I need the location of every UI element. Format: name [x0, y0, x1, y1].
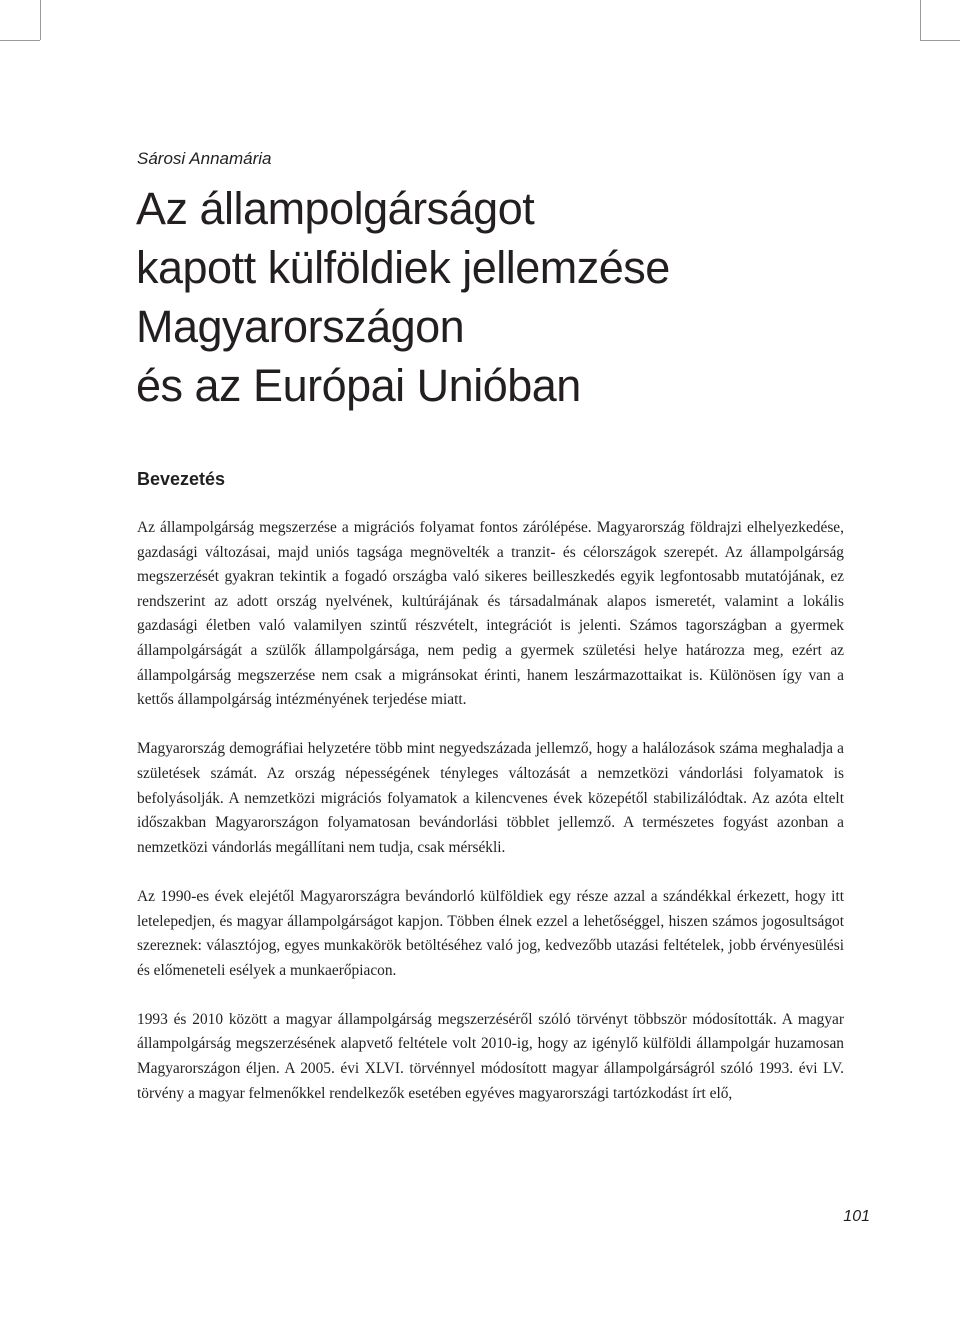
paragraph: Az 1990-es évek elejétől Magyarországra bevándorló külföldiek egy része azzal a szándékkal érkezett, hogy itt letelepedjen, és magyar állampolgárságot kapjon. Többen élnek ezzel a lehetőséggel, hiszen számos jogosultságot szereznek: választójog, egyes munkakörök betöltéséhez való jog, kedvezőbb utazási feltételek, jobb érvényesülési és előmeneteli esélyek a munkaerőpiacon.: [137, 887, 844, 979]
author-name: Sárosi Annamária: [137, 149, 272, 168]
crop-mark-top-right-vertical: [920, 0, 921, 40]
crop-mark-top-right-horizontal: [920, 40, 960, 41]
page-number: 101: [843, 1208, 870, 1225]
crop-mark-top-left-vertical: [40, 0, 41, 40]
section-heading: Bevezetés: [137, 469, 226, 489]
article-title: [136, 179, 896, 415]
body-text: [137, 516, 844, 1106]
title-line: Az állampolgárságot: [136, 183, 535, 234]
title-line: Magyarországon: [136, 301, 465, 352]
title-line: kapott külföldiek jellemzése: [136, 242, 670, 293]
paragraph: Magyarország demográfiai helyzetére több mint negyedszázada jellemző, hogy a halálozások száma meghaladja a születések számát. Az ország népességének tényleges változását a nemzetközi vándorlási folyamatok is befolyásolják. A nemzetközi migrációs folyamatok a kilencvenes évek közepétől stabilizálódtak. Az azóta eltelt időszakban Magyarországon folyamatosan bevándorlási többlet jellemző. A természetes fogyást azonban a nemzetközi vándorlás megállítani nem tudja, csak mérsékli.: [137, 740, 844, 856]
crop-mark-top-left-horizontal: [0, 40, 40, 41]
paragraph: 1993 és 2010 között a magyar állampolgárság megszerzéséről szóló törvényt többször módosították. A magyar állampolgárság megszerzésének alapvető feltétele volt 2010-ig, hogy az igénylő külföldi állampolgár huzamosan Magyarországon éljen. A 2005. évi XLVI. törvénnyel módosított magyar állampolgárságról szóló 1993. évi LV. törvény a magyar felmenőkkel rendelkezők esetében egyéves magyarországi tartózkodást írt elő,: [137, 1010, 844, 1102]
paragraph: Az állampolgárság megszerzése a migrációs folyamat fontos zárólépése. Magyarország földrajzi elhelyezkedése, gazdasági változásai, majd uniós tagsága megnövelték a tranzit- és célországok szerepét. Az állampolgárság megszerzését gyakran tekintik a fogadó országba való sikeres beilleszkedés egyik legfontosabb mutatójának, ez rendszerint az adott ország nyelvének, kultúrájának és társadalmának alapos ismeretét, valamint a lokális gazdasági életben való valamilyen szintű részvételt, integrációt is jelenti. Számos tagországban a gyermek állampolgárságát a szülők állampolgársága, nem pedig a gyermek születési helye határozza meg, ezért az állampolgárság megszerzése nem csak a migránsokat érinti, hanem leszármazottaikat is. Különösen így van a kettős állampolgárság intézményének terjedése miatt.: [137, 519, 844, 709]
title-line: és az Európai Unióban: [136, 360, 581, 411]
